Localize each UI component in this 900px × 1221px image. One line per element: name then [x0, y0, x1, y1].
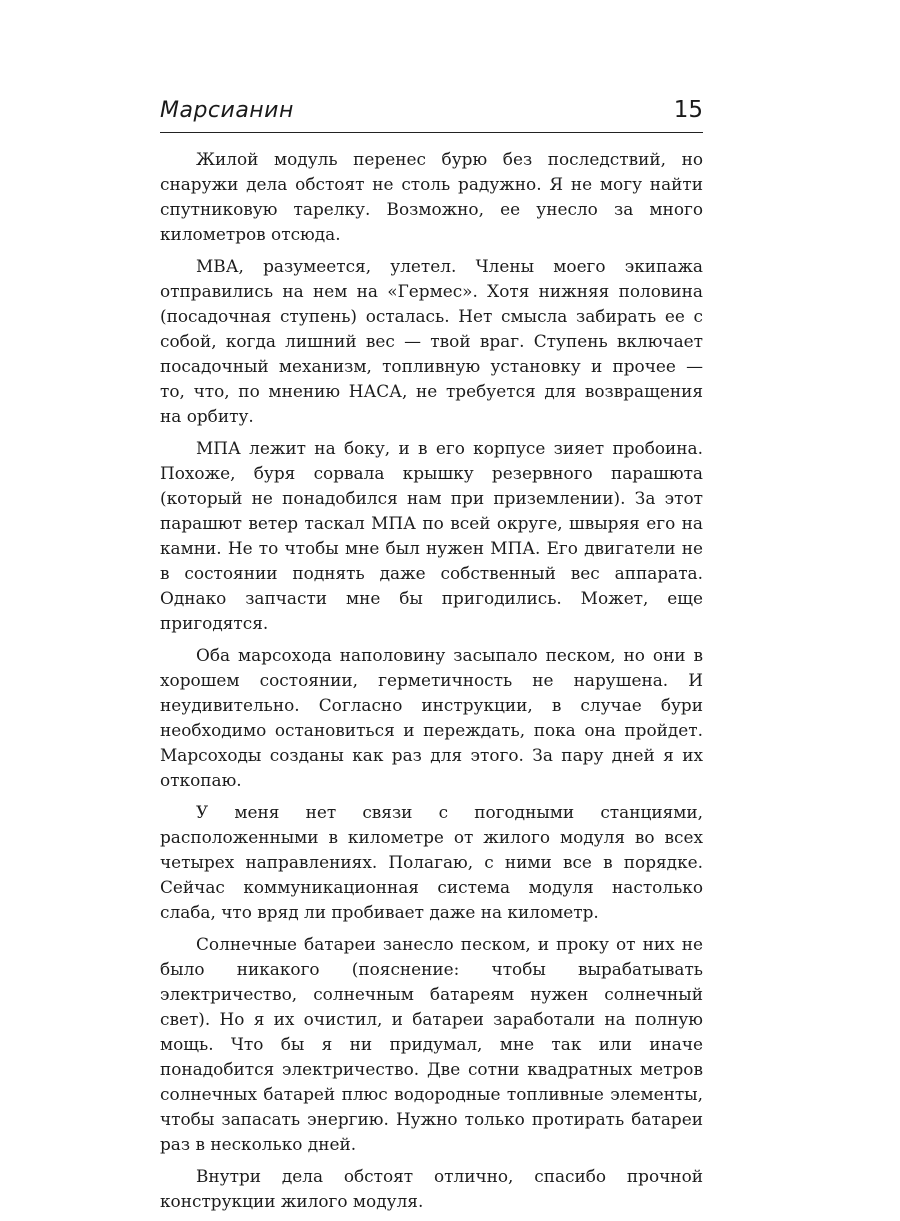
book-title: Марсианин [160, 98, 294, 123]
running-header [160, 92, 703, 133]
paragraph-1: Жилой модуль перенес бурю без последствий, но снаружи дела обстоят не столь радужно. Я не могу найти спутниковую тарелку. Возможно, ее унесло за много километров отсюда. [160, 149, 703, 244]
paragraph-3: МПА лежит на боку, и в его корпусе зияет пробоина. Похоже, буря сорвала крышку резервного парашюта (который не понадобился нам при приземлении). За этот парашют ветер таскал МПА по всей округе, швыряя его на камни. Не то чтобы мне был нужен МПА. Его двигатели не в состоянии поднять даже собственный вес аппарата. Однако запчасти мне бы пригодились. Может, еще пригодятся. [160, 438, 703, 633]
paragraph-6: Солнечные батареи занесло песком, и проку от них не было никакого (пояснение: чтобы вырабатывать электричество, солнечным батареям нужен солнечный свет). Но я их очистил, и батареи заработали на полную мощь. Что бы я ни придумал, мне так или иначе понадобится электричество. Две сотни квадратных метров солнечных батарей плюс водородные топливные элементы, чтобы запасать энергию. Нужно только протирать батареи раз в несколько дней. [160, 934, 703, 1154]
paragraph-5: У меня нет связи с погодными станциями, расположенными в километре от жилого модуля во всех четырех направлениях. Полагаю, с ними все в порядке. Сейчас коммуникационная система модуля настолько слаба, что вряд ли пробивает даже на километр. [160, 802, 703, 922]
body-text [160, 147, 703, 1214]
page-number: 15 [673, 97, 703, 123]
paragraph-2: МВА, разумеется, улетел. Члены моего экипажа отправились на нем на «Гермес». Хотя нижняя половина (посадочная ступень) осталась. Нет смысла забирать ее с собой, когда лишний вес — твой враг. Ступень включает посадочный механизм, топливную установку и прочее — то, что, по мнению НАСА, не требуется для возвращения на орбиту. [160, 256, 703, 426]
book-page [160, 92, 703, 1221]
paragraph-7: Внутри дела обстоят отлично, спасибо прочной конструкции жилого модуля. [160, 1166, 703, 1211]
paragraph-4: Оба марсохода наполовину засыпало песком, но они в хорошем состоянии, герметичность не нарушена. И неудивительно. Согласно инструкции, в случае бури необходимо остановиться и переждать, пока она пройдет. Марсоходы созданы как раз для этого. За пару дней я их откопаю. [160, 645, 703, 790]
